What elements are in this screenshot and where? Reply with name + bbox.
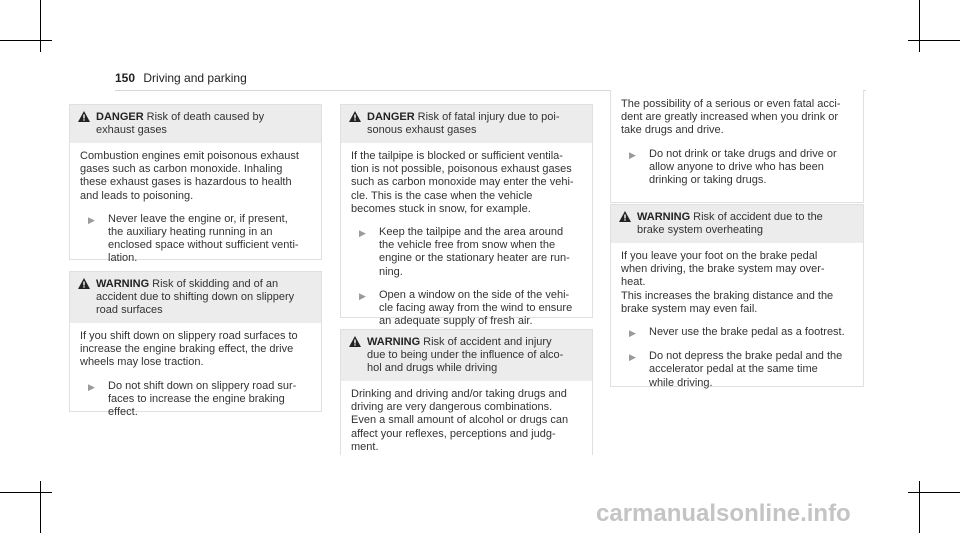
text-line: Even a small amount of alcohol or drugs can — [351, 414, 569, 427]
crop-mark — [0, 492, 52, 493]
warning-triangle-icon — [349, 336, 367, 351]
text-line: wheels may lose traction. — [80, 356, 204, 369]
text-line: driving are very dangerous combinations. — [351, 401, 553, 414]
danger-box-exhaust — [69, 104, 322, 265]
text-line: engine or the stationary heater are run- — [379, 252, 570, 265]
danger-body-text — [80, 150, 311, 203]
text-line: gases such as carbon monoxide. Inhaling — [80, 163, 283, 176]
instruction-step — [80, 213, 311, 266]
danger-keyword: DANGER — [96, 111, 144, 123]
step-arrow-icon: ▶ — [88, 381, 95, 392]
text-line: effect. — [108, 406, 138, 419]
warning-body-text — [80, 330, 311, 370]
text-line: these exhaust gases is hazardous to health — [80, 176, 292, 189]
warning-box-skidding — [69, 271, 322, 419]
text-line: dent are greatly increased when you drink or — [621, 111, 839, 124]
danger-keyword: DANGER — [367, 111, 415, 123]
text-line: cle facing away from the wind to ensure — [379, 302, 573, 315]
section-title: Driving and parking — [143, 71, 247, 85]
step-arrow-icon: ▶ — [359, 290, 366, 301]
crop-mark — [908, 492, 960, 493]
danger-box-header — [70, 105, 321, 143]
page-number: 150 — [115, 71, 136, 85]
warning-title-line: Risk of accident due to the — [693, 211, 823, 223]
text-line: enclosed space without sufficient venti- — [108, 239, 299, 252]
instruction-step — [351, 289, 582, 329]
step-arrow-icon: ▶ — [629, 352, 636, 363]
crop-mark — [919, 481, 920, 533]
text-line: If you shift down on slippery road surfaces to — [80, 330, 298, 342]
text-line: cle. This is the case when the vehicle — [351, 189, 533, 202]
crop-mark — [919, 0, 920, 52]
text-line: when driving, the brake system may over- — [621, 263, 825, 276]
warning-title-line: Risk of skidding and of an — [152, 278, 279, 290]
text-line: ning. — [379, 265, 403, 278]
warning-title-line: brake system overheating — [637, 224, 763, 236]
text-line: increase the engine braking effect, the drive — [80, 343, 294, 356]
warning-title-line: hol and drugs while driving — [367, 362, 498, 374]
warning-box-header — [611, 205, 863, 243]
text-line: tion is not possible, poisonous exhaust gases — [351, 163, 572, 176]
step-arrow-icon: ▶ — [359, 228, 366, 239]
text-line: The possibility of a serious or even fatal acci- — [621, 98, 841, 110]
instruction-step — [621, 350, 853, 390]
crop-mark — [40, 0, 41, 52]
instruction-step — [621, 148, 853, 188]
crop-mark — [908, 40, 960, 41]
text-line: and leads to poisoning. — [80, 189, 194, 202]
text-line: If the tailpipe is blocked or sufficient ventila- — [351, 150, 563, 162]
text-line: Never leave the engine or, if present, — [108, 212, 288, 225]
danger-box-header — [341, 105, 592, 143]
text-line: Combustion engines emit poisonous exhaust — [80, 150, 299, 162]
text-line: Do not shift down on slippery road sur- — [108, 379, 297, 392]
text-line: Keep the tailpipe and the area around — [379, 226, 564, 239]
warning-box-continued — [610, 90, 864, 203]
text-line: lation. — [108, 252, 138, 265]
warning-keyword: WARNING — [637, 211, 691, 223]
text-line: Do not drink or take drugs and drive or — [649, 147, 837, 160]
text-line: becomes stuck in snow, for example. — [351, 202, 531, 215]
warning-triangle-icon — [619, 211, 637, 226]
text-line: such as carbon monoxide may enter the vehi- — [351, 176, 574, 189]
page-header — [115, 71, 247, 85]
step-arrow-icon: ▶ — [629, 328, 636, 339]
text-line: while driving. — [649, 376, 713, 389]
text-line: the vehicle free from snow when the — [379, 239, 556, 252]
watermark: carmanualsonline.info — [596, 500, 851, 527]
danger-title-line: Risk of death caused by — [146, 111, 265, 123]
instruction-step — [80, 380, 311, 420]
text-line: brake system may even fail. — [621, 302, 758, 315]
warning-title-line: road surfaces — [96, 304, 163, 316]
danger-title-line: exhaust gases — [96, 124, 167, 136]
danger-body-text — [351, 150, 582, 216]
text-line: the auxiliary heating running in an — [108, 226, 273, 239]
warning-title-line: Risk of accident and injury — [423, 336, 552, 348]
warning-title-line: due to being under the influence of alco- — [367, 349, 564, 361]
warning-box-header — [70, 272, 321, 323]
warning-box-header — [341, 330, 592, 381]
instruction-step — [351, 226, 582, 279]
text-line: Drinking and driving and/or taking drugs and — [351, 388, 567, 400]
danger-box-fatal-exhaust — [340, 104, 593, 328]
warning-keyword: WARNING — [367, 336, 421, 348]
danger-title-line: sonous exhaust gases — [367, 124, 477, 136]
text-line: heat. — [621, 276, 646, 289]
warning-title-line: accident due to shifting down on slippery — [96, 291, 295, 303]
warning-body-text — [351, 388, 582, 454]
warning-keyword: WARNING — [96, 278, 150, 290]
step-arrow-icon: ▶ — [88, 214, 95, 225]
instruction-step — [621, 326, 853, 340]
text-line: drinking or taking drugs. — [649, 174, 767, 187]
text-line: faces to increase the engine braking — [108, 392, 285, 405]
danger-title-line: Risk of fatal injury due to poi- — [417, 111, 560, 123]
text-line: allow anyone to drive who has been — [649, 160, 824, 173]
crop-mark — [0, 40, 52, 41]
text-line: Do not depress the brake pedal and the — [649, 350, 843, 363]
text-line: Open a window on the side of the vehi- — [379, 288, 570, 301]
warning-box-alcohol — [340, 329, 593, 455]
warning-triangle-icon — [349, 111, 367, 126]
text-line: ment. — [351, 440, 379, 453]
warning-triangle-icon — [78, 278, 96, 293]
text-line: take drugs and drive. — [621, 124, 724, 137]
text-line: This increases the braking distance and the — [621, 289, 834, 302]
crop-mark — [40, 481, 41, 533]
text-line: accelerator pedal at the same time — [649, 363, 818, 376]
warning-body-text — [621, 250, 853, 316]
warning-triangle-icon — [78, 111, 96, 126]
step-arrow-icon: ▶ — [629, 149, 636, 160]
text-line: Never use the brake pedal as a footrest. — [649, 326, 845, 339]
text-line: affect your reflexes, perceptions and judg- — [351, 427, 556, 440]
text-line: If you leave your foot on the brake pedal — [621, 250, 818, 262]
text-line: an adequate supply of fresh air. — [379, 315, 533, 328]
continued-body-text — [621, 98, 853, 138]
warning-box-brake — [610, 204, 864, 387]
